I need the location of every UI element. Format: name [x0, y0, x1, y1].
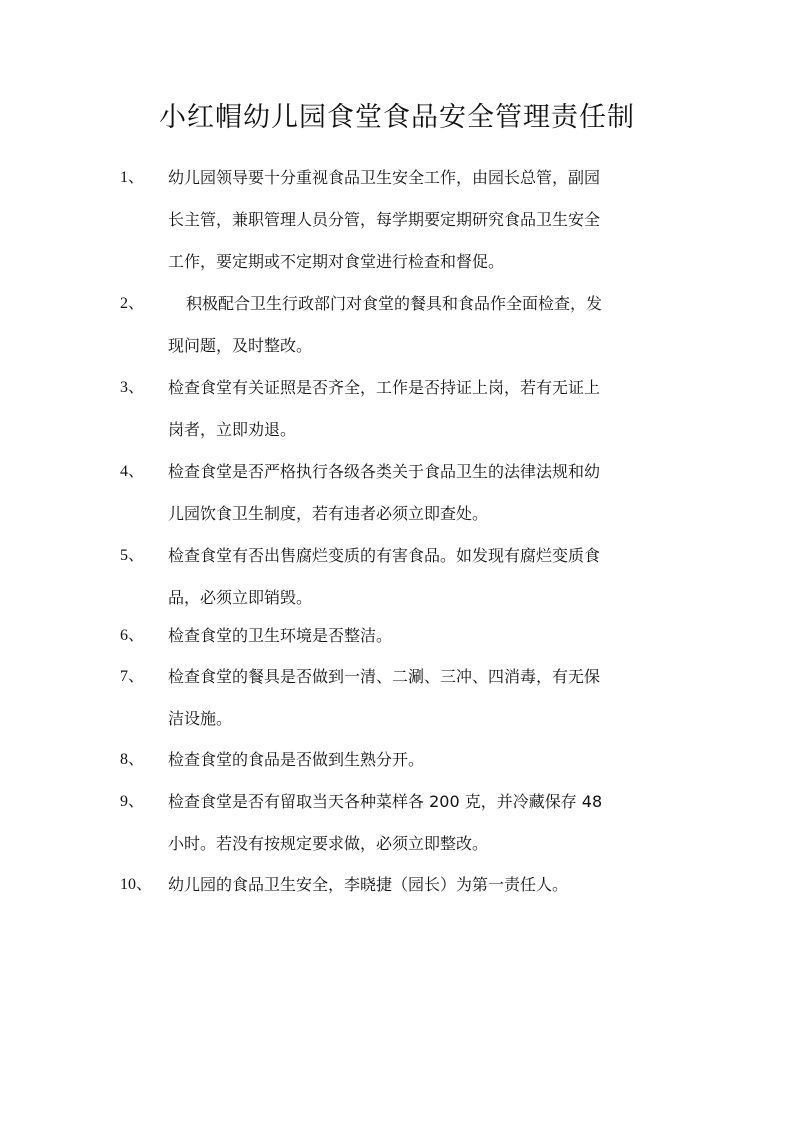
item-text-line: 小时。若没有按规定要求做，必须立即整改。	[168, 834, 489, 853]
item-text-line: 洁设施。	[168, 709, 233, 728]
item-number: 7、	[120, 668, 145, 685]
item-number: 6、	[120, 627, 145, 644]
item-number: 1、	[120, 169, 145, 186]
item-number: 3、	[120, 379, 145, 396]
item-text	[168, 615, 678, 657]
item-text-line: 检查食堂有关证照是否齐全，工作是否持证上岗，若有无证上	[168, 378, 601, 397]
item-text-line: 幼儿园领导要十分重视食品卫生安全工作，由园长总管，副园	[168, 168, 601, 187]
item-text-line: 检查食堂是否严格执行各级各类关于食品卫生的法律法规和幼	[168, 462, 601, 481]
item-text-line: 长主管，兼职管理人员分管，每学期要定期研究食品卫生安全	[168, 210, 601, 229]
item-text	[168, 157, 678, 283]
item-number: 9、	[120, 793, 145, 810]
item-text-line: 品，必须立即销毁。	[168, 588, 313, 607]
item-text-line: 检查食堂是否有留取当天各种菜样各 200 克，并冷藏保存 48	[168, 792, 603, 811]
item-text-line: 幼儿园的食品卫生安全，李晓捷（园长）为第一责任人。	[168, 875, 569, 894]
item-text-line: 工作，要定期或不定期对食堂进行检查和督促。	[168, 252, 505, 271]
item-text	[168, 656, 678, 740]
item-text-line: 岗者，立即劝退。	[168, 420, 297, 439]
item-text	[168, 739, 678, 781]
document-title: 小红帽幼儿园食堂食品安全管理责任制	[159, 102, 635, 133]
item-text-line: 检查食堂的食品是否做到生熟分开。	[168, 750, 425, 769]
item-number: 5、	[120, 547, 145, 564]
item-text	[168, 781, 678, 865]
item-text-line: 检查食堂的卫生环境是否整洁。	[168, 626, 393, 645]
item-text	[168, 367, 678, 451]
item-text-line: 儿园饮食卫生制度，若有违者必须立即查处。	[168, 504, 489, 523]
item-number: 2、	[120, 295, 145, 312]
item-text-line: 积极配合卫生行政部门对食堂的餐具和食品作全面检查，发	[186, 294, 603, 313]
item-text	[168, 283, 678, 367]
item-text	[168, 451, 678, 535]
item-text-line: 现问题，及时整改。	[168, 336, 313, 355]
item-text-line: 检查食堂有否出售腐烂变质的有害食品。如发现有腐烂变质食	[168, 546, 601, 565]
item-text	[168, 535, 678, 619]
item-number: 4、	[120, 463, 145, 480]
item-text-line: 检查食堂的餐具是否做到一清、二涮、三冲、四消毒，有无保	[168, 667, 601, 686]
item-text	[168, 864, 678, 906]
item-number: 10、	[120, 876, 153, 893]
item-number: 8、	[120, 751, 145, 768]
